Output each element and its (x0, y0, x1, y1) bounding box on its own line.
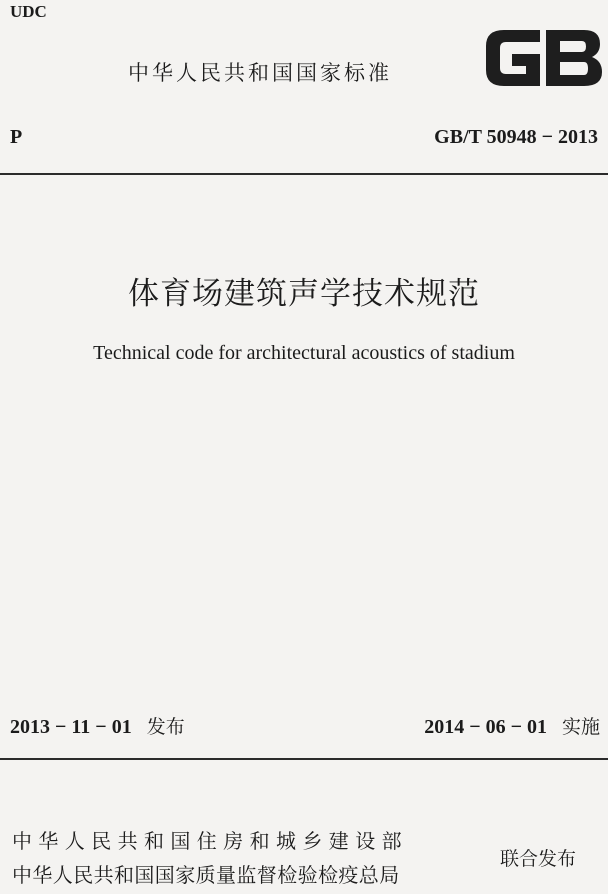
title-english: Technical code for architectural acoustics of stadium (93, 342, 515, 364)
issue-date-line (10, 712, 185, 739)
udc-label: UDC (10, 2, 47, 21)
gb-logo-icon (482, 26, 604, 90)
implementation-label: 实施 (561, 716, 600, 738)
authority-aqsiq: 中华人民共和国国家质量监督检验检疫总局 (12, 863, 400, 887)
issuer-title: 中华人民共和国国家标准 (128, 61, 392, 85)
title-chinese: 体育场建筑声学技术规范 (128, 276, 480, 312)
implementation-date-line (424, 712, 600, 739)
issue-label: 发布 (146, 716, 185, 738)
issue-date: 2013 − 11 − 01 (10, 716, 132, 738)
standard-number: GB/T 50948 − 2013 (434, 126, 598, 148)
joint-issue-label: 联合发布 (500, 848, 577, 870)
gb-logo (482, 26, 604, 90)
header-divider (0, 173, 608, 175)
classification-code: P (10, 126, 23, 148)
implementation-date: 2014 − 06 − 01 (424, 716, 547, 738)
footer-divider (0, 758, 608, 760)
authority-housing-ministry: 中华人民共和国住房和城乡建设部 (12, 829, 408, 853)
